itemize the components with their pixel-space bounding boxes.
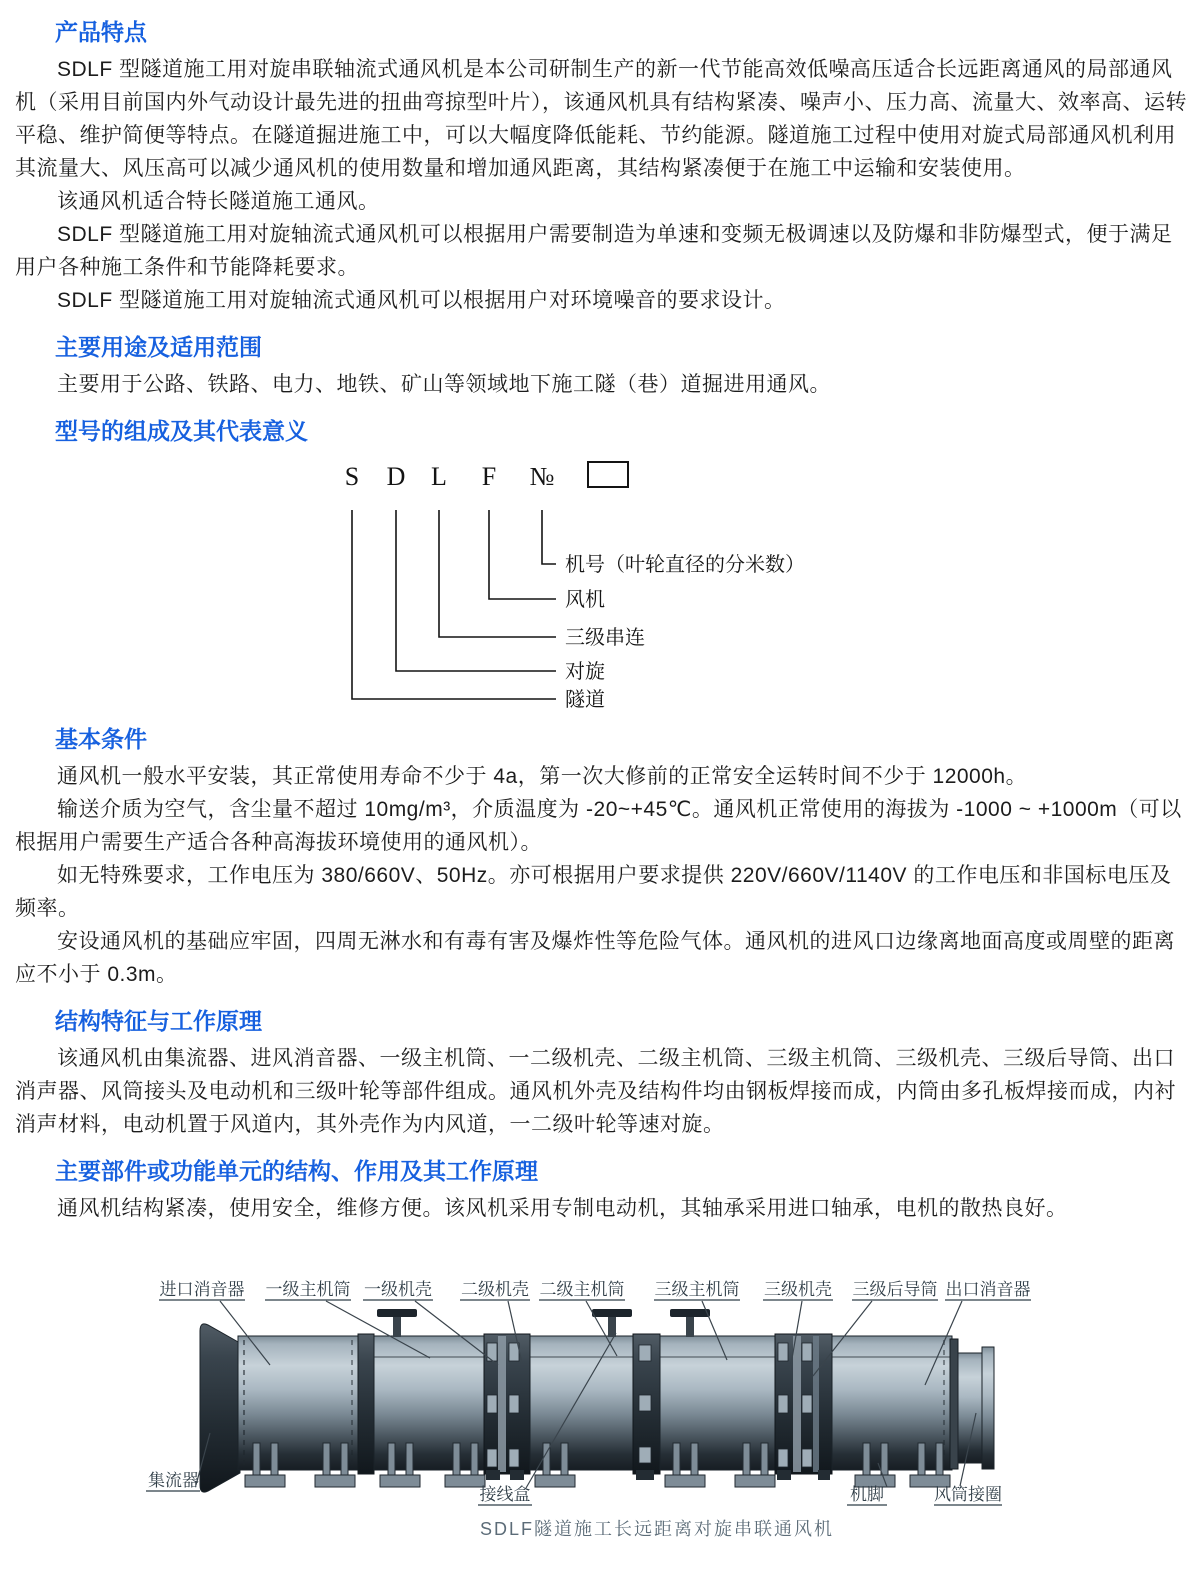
label-stage3-main-barrel: 三级主机筒 (654, 1280, 740, 1299)
heading-basic-conditions: 基本条件 (55, 726, 147, 752)
model-code-diagram-svg (320, 452, 880, 714)
paragraph: SDLF 型隧道施工用对旋轴流式通风机可以根据用户需要制造为单速和变频无极调速以及防爆和非防爆型式，便于满足用户各种施工条件和节能降耗要求。 (15, 223, 1173, 279)
stage2-stage3-flange (633, 1334, 660, 1480)
collector-bell-mouth (200, 1324, 240, 1492)
label-inlet-silencer: 进口消音器 (159, 1280, 245, 1299)
paragraph: SDLF 型隧道施工用对旋轴流式通风机可以根据用户对环境噪音的要求设计。 (57, 289, 786, 312)
heading-structure-principle: 结构特征与工作原理 (55, 1008, 262, 1034)
label-stage3-casing: 三级机壳 (764, 1280, 832, 1299)
section-model-designation (15, 417, 1188, 719)
fan-top-labels (159, 1280, 1031, 1300)
leader-three-stage-line (439, 510, 556, 637)
leader-fan-line (489, 510, 556, 599)
label-junction-box: 接线盒 (479, 1485, 531, 1504)
paragraph: 如无特殊要求，工作电压为 380/660V、50Hz。亦可根据用户要求提供 220V/660V/1140V 的工作电压和非国标电压及频率。 (15, 864, 1172, 920)
model-number-box (588, 462, 628, 487)
paragraph: 该通风机由集流器、进风消音器、一级主机筒、一二级机壳、二级主机筒、三级主机筒、三级机壳、三级后导筒、出口消声器、风筒接头及电动机和三级叶轮等部件组成。通风机外壳及结构件均由钢板焊接而成，内筒由多孔板焊接而成，内衬消声材料，电动机置于风道内，其外壳作为内风道，一二级叶轮等速对旋。 (15, 1047, 1176, 1136)
paragraph: SDLF 型隧道施工用对旋串联轴流式通风机是本公司研制生产的新一代节能高效低噪高压适合长远距离通风的局部通风机（采用目前国内外气动设计最先进的扭曲弯掠型叶片），该通风机具有结构紧凑、噪声小、压力高、流量大、效率高、运转平稳、维护简便等特点。在隧道掘进施工中，可以大幅度降低能耗、节约能源。隧道施工过程中使用对旋式局部通风机利用其流量大、风压高可以减少通风机的使用数量和增加通风距离，其结构紧凑便于在施工中运输和安装使用。 (15, 58, 1187, 180)
label-collector: 集流器 (148, 1471, 199, 1490)
fan-structure-figure (130, 1273, 1188, 1550)
code-letter-s: S (344, 462, 360, 491)
label-counter-rotating: 对旋 (565, 661, 605, 683)
paragraph: 输送介质为空气，含尘量不超过 10mg/m³，介质温度为 -20~+45℃。通风机正常使用的海拔为 -1000 ~ +1000m（可以根据用户需要生产适合各种高海拔环境使用的通风机）。 (15, 798, 1182, 854)
label-stage3-rear-guide: 三级后导筒 (852, 1280, 938, 1299)
figure-caption: SDLF隧道施工长远距离对旋串联通风机 (479, 1519, 835, 1539)
paragraph: 通风机一般水平安装，其正常使用寿命不少于 4a，第一次大修前的正常安全运转时间不少于 12000h。 (57, 765, 1028, 788)
label-stage2-main-barrel: 二级主机筒 (539, 1280, 625, 1299)
code-letter-f: F (481, 462, 497, 491)
heading-main-parts: 主要部件或功能单元的结构、作用及其工作原理 (55, 1158, 538, 1184)
model-diagram-lines (352, 510, 556, 699)
label-three-stage-series: 三级串连 (565, 627, 645, 649)
fan-structure-drawing (130, 1273, 1050, 1545)
label-duct-ring: 风筒接圈 (934, 1485, 1002, 1504)
label-fan-number: 机号（叶轮直径的分米数） (565, 554, 805, 576)
label-fan: 风机 (565, 589, 605, 611)
label-tunnel: 隧道 (565, 689, 605, 711)
heading-product-features: 产品特点 (55, 19, 147, 45)
outlet-silencer-section (832, 1336, 952, 1470)
junction-box-3 (670, 1309, 710, 1337)
stage3-casing-rear-guide-joint (775, 1334, 832, 1480)
code-letter-no: № (529, 462, 555, 491)
section-basic-conditions (15, 725, 1188, 991)
paragraph: 安设通风机的基础应牢固，四周无淋水和有毒有害及爆炸性等危险气体。通风机的进风口边缘离地面高度或周壁的距离应不小于 0.3m。 (15, 930, 1175, 986)
leader-counter-rotating-line (396, 510, 556, 671)
section-main-parts (15, 1157, 1188, 1225)
section-structure-principle (15, 1007, 1188, 1141)
paragraph: 通风机结构紧凑，使用安全，维修方便。该风机采用专制电动机，其轴承采用进口轴承，电机的散热良好。 (57, 1197, 1068, 1220)
section-product-features (15, 18, 1188, 317)
fan-body (200, 1309, 994, 1492)
duct-ring-outlet (950, 1339, 994, 1469)
label-outlet-silencer: 出口消音器 (945, 1280, 1031, 1299)
stage1-stage2-casing-joint (484, 1334, 530, 1480)
code-letter-d: D (386, 462, 406, 491)
model-code-diagram (320, 452, 1188, 719)
leader-fan-number-line (542, 510, 556, 564)
label-stage1-main-barrel: 一级主机筒 (265, 1280, 351, 1299)
label-stage2-casing: 二级机壳 (461, 1280, 529, 1299)
paragraph: 主要用于公路、铁路、电力、地铁、矿山等领域地下施工隧（巷）道掘进用通风。 (57, 373, 831, 396)
label-machine-foot: 机脚 (850, 1485, 884, 1504)
paragraph: 该通风机适合特长隧道施工通风。 (57, 190, 380, 213)
heading-model-designation: 型号的组成及其代表意义 (55, 418, 308, 444)
heading-usage: 主要用途及适用范围 (55, 334, 262, 360)
code-letter-l: L (431, 462, 447, 491)
section-usage (15, 333, 1188, 401)
label-stage1-casing: 一级机壳 (364, 1280, 432, 1299)
